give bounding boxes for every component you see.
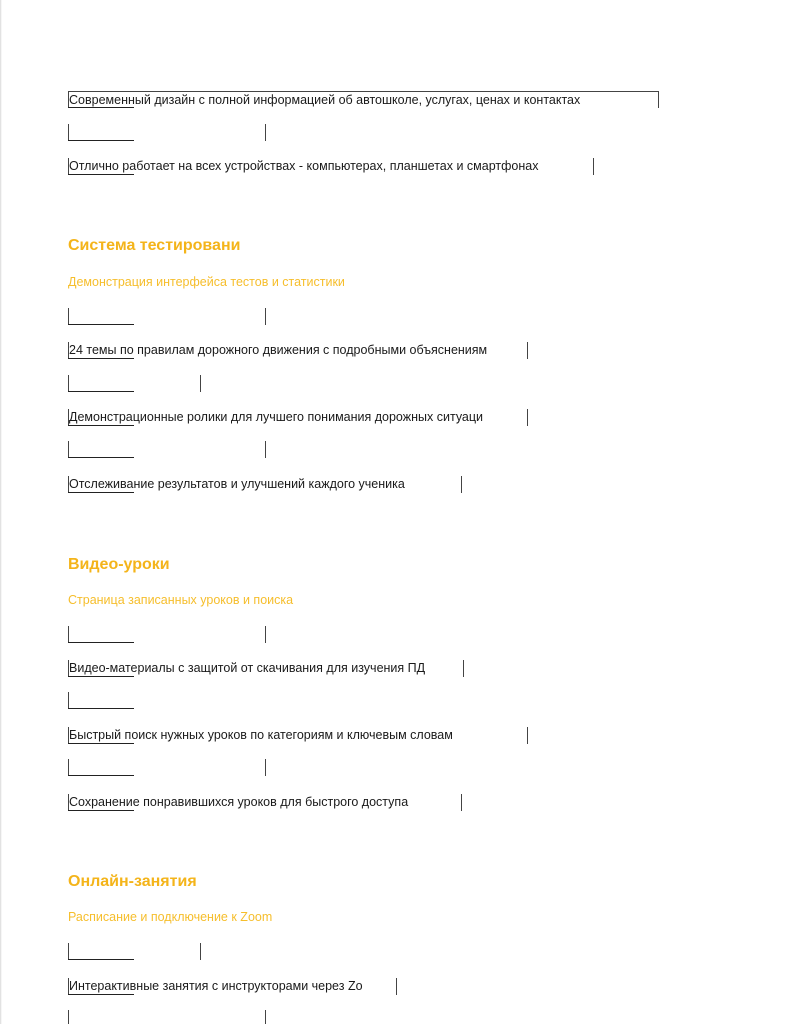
feature-text: Современный дизайн с полной информацией об автошколе, услугах, ценах и контактах — [69, 93, 581, 107]
feature-row — [68, 91, 659, 108]
section-subtitle: Демонстрация интерфейса тестов и статистики — [68, 275, 345, 289]
feature-row — [68, 476, 462, 493]
feature-row — [68, 727, 528, 744]
feature-row — [68, 794, 462, 811]
empty-table-cell — [68, 759, 266, 776]
cell-underline — [68, 324, 134, 325]
empty-table-cell — [68, 375, 201, 392]
feature-text: 24 темы по правилам дорожного движения с подробными объяснениям — [69, 343, 488, 357]
feature-text: Видео-материалы с защитой от скачивания для изучения ПД — [69, 661, 426, 675]
empty-table-cell — [68, 943, 201, 960]
empty-table-cell — [68, 308, 266, 325]
feature-text: Отслеживание результатов и улучшений каждого ученика — [69, 477, 405, 491]
feature-row — [68, 978, 397, 995]
empty-table-cell — [68, 626, 266, 643]
feature-row — [68, 409, 528, 426]
feature-text: Быстрый поиск нужных уроков по категориям и ключевым словам — [69, 728, 453, 742]
cell-underline — [68, 959, 134, 960]
feature-text: Отлично работает на всех устройствах - компьютерах, планшетах и смартфонах — [69, 159, 539, 173]
page-edge — [0, 0, 2, 1024]
cell-underline — [68, 457, 134, 458]
section-title: Видео-уроки — [68, 556, 170, 573]
feature-text: Сохранение понравившихся уроков для быстрого доступа — [69, 795, 409, 809]
feature-text: Интерактивные занятия с инструкторами через Zo — [69, 979, 363, 993]
cell-underline — [68, 642, 134, 643]
cell-underline — [68, 708, 134, 709]
cell-underline — [68, 775, 134, 776]
empty-table-cell — [68, 1010, 266, 1024]
feature-text: Демонстрационные ролики для лучшего понимания дорожных ситуаци — [69, 410, 484, 424]
section-subtitle: Страница записанных уроков и поиска — [68, 593, 294, 607]
cell-underline — [68, 140, 134, 141]
section-subtitle: Расписание и подключение к Zoom — [68, 910, 273, 924]
section-title: Система тестировани — [68, 237, 241, 254]
section-title: Онлайн-занятия — [68, 873, 197, 890]
empty-table-cell — [68, 124, 266, 141]
feature-row — [68, 660, 464, 677]
feature-row — [68, 342, 528, 359]
empty-table-cell — [68, 441, 266, 458]
cell-underline — [68, 391, 134, 392]
empty-table-cell — [68, 692, 134, 709]
feature-row — [68, 158, 594, 175]
